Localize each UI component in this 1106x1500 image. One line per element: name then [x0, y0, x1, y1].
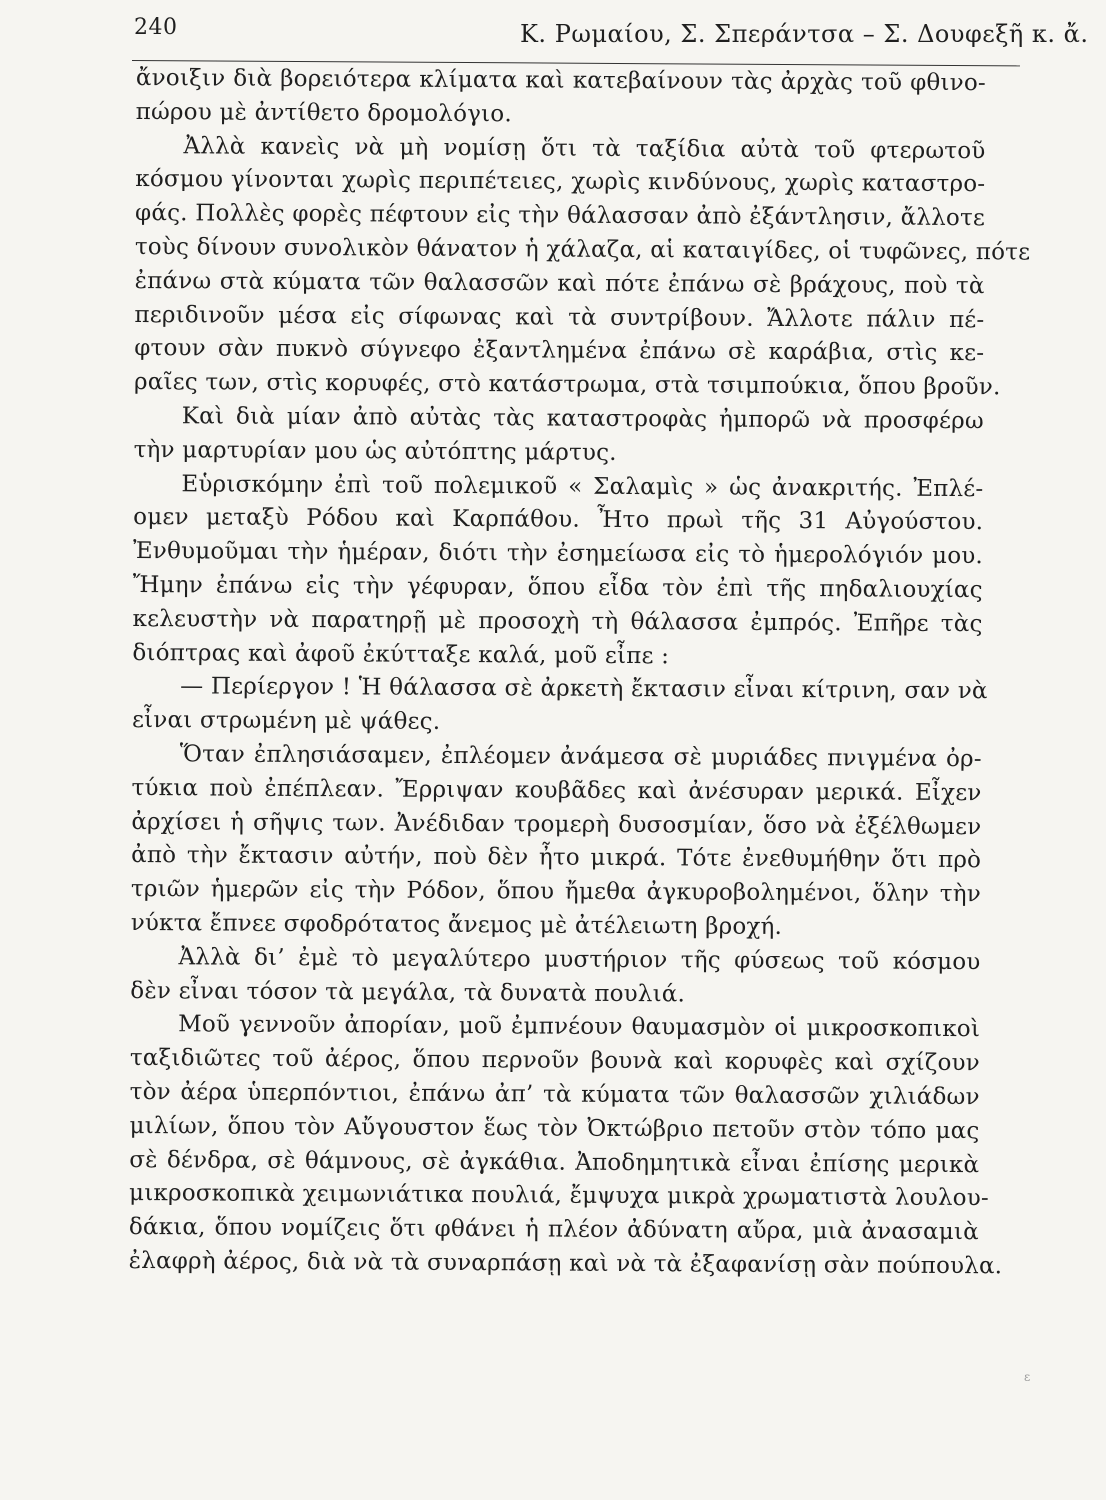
- running-head: Κ. Ρωμαίου, Σ. Σπεράντσα – Σ. Δουφεξῆ κ. ἄ.: [520, 20, 1089, 48]
- paragraph: [136, 62, 986, 135]
- paragraph: [132, 468, 983, 676]
- text-line: κελευστὴν νὰ παρατηρῇ μὲ προσοχὴ τὴ θάλασσα ἐμπρός. Ἐπῆρε τὰς: [132, 605, 983, 637]
- text-line: Καὶ διὰ μίαν ἀπὸ αὐτὰς τὰς καταστροφὰς ἠμπορῶ νὰ προσφέρω: [181, 403, 984, 435]
- text-line: Ἀλλὰ δι’ ἐμὲ τὸ μεγαλύτερο μυστήριον τῆς φύσεως τοῦ κόσμου: [178, 943, 981, 975]
- text-line: Ὅταν ἐπλησιάσαμεν, ἐπλέομεν ἀνάμεσα σὲ μυριάδες πνιγμένα ὀρ-: [179, 741, 982, 773]
- text-line: — Περίεργον ! Ἡ θάλασσα σὲ ἀρκετὴ ἔκτασιν εἶναι κίτρινη, σαν νὰ: [180, 673, 988, 705]
- text-line: περιδινοῦν μέσα εἰς σίφωνας καὶ τὰ συντρίβουν. Ἄλλοτε πάλιν πέ-: [134, 301, 985, 333]
- text-line: μιλίων, ὅπου τὸν Αὔγουστον ἕως τὸν Ὀκτώβριο πετοῦν στὸν τόπο μας: [129, 1112, 980, 1144]
- margin-mark: ɛ: [1024, 1370, 1031, 1384]
- text-line: Ἀλλὰ κανεὶς νὰ μὴ νομίσῃ ὅτι τὰ ταξίδια αὐτὰ τοῦ φτερωτοῦ: [183, 132, 986, 164]
- paragraph: [128, 1008, 1003, 1284]
- text-line: ἀπὸ τὴν ἔκτασιν αὐτήν, ποὺ δὲν ἦτο μικρά. Τότε ἐνεθυμήθην ὅτι πρὸ: [131, 842, 982, 874]
- text-line: Ἐνθυμοῦμαι τὴν ἡμέραν, διότι τὴν ἐσημείωσα εἰς τὸ ἡμερολόγιόν μου.: [132, 538, 984, 570]
- paragraph: [131, 738, 982, 946]
- body-text: [128, 62, 1031, 1284]
- text-line: ταξιδιῶτες τοῦ ἀέρος, ὅπου περνοῦν βουνὰ καὶ κορυφὲς καὶ σχίζουν: [129, 1045, 980, 1077]
- text-line: σὲ δένδρα, σὲ θάμνους, σὲ ἀγκάθια. Ἀποδημητικὰ εἶναι ἐπίσης μερικὰ: [129, 1146, 980, 1178]
- text-line: τριῶν ἡμερῶν εἰς τὴν Ρόδον, ὅπου ἤμεθα ἀγκυροβολημένοι, ὅλην τὴν: [130, 876, 982, 908]
- text-line: φάς. Πολλὲς φορὲς πέφτουν εἰς τὴν θάλασσαν ἀπὸ ἐξάντλησιν, ἄλλοτε: [134, 200, 986, 232]
- text-line: Εὑρισκόμην ἐπὶ τοῦ πολεμικοῦ « Σαλαμὶς » ὡς ἀνακριτής. Ἐπλέ-: [181, 470, 984, 502]
- text-line: δάκια, ὅπου νομίζεις ὅτι φθάνει ἡ πλέον ἀδύνατη αὔρα, μιὰ ἀνασαμιὰ: [128, 1214, 979, 1246]
- text-line: τὴν μαρτυρίαν μου ὡς αὐτόπτης μάρτυς.: [133, 436, 617, 466]
- paragraph: [130, 941, 980, 1014]
- paragraph: [134, 400, 984, 473]
- text-line: δὲν εἶναι τόσον τὰ μεγάλα, τὰ δυνατὰ πουλιά.: [130, 977, 686, 1007]
- text-line: ἄνοιξιν διὰ βορειότερα κλίματα καὶ κατεβαίνουν τὰς ἀρχὰς τοῦ φθινο-: [135, 64, 986, 97]
- text-line: εἶναι στρωμένη μὲ ψάθες.: [131, 707, 441, 736]
- text-line: τύκια ποὺ ἐπέπλεαν. Ἔρριψαν κουβᾶδες καὶ ἀνέσυραν μερικά. Εἶχεν: [131, 774, 982, 806]
- text-line: πώρου μὲ ἀντίθετο δρομολόγιο.: [135, 98, 512, 128]
- text-line: νύκτα ἔπνεε σφοδρότατος ἄνεμος μὲ ἀτέλειωτη βροχή.: [130, 909, 783, 940]
- paragraph: [133, 130, 1031, 406]
- paragraph: [131, 670, 988, 743]
- text-line: τοὺς δίνουν συνολικὸν θάνατον ἡ χάλαζα, αἱ καταιγίδες, οἱ τυφῶνες, πότε: [134, 233, 1031, 266]
- text-line: Ἤμην ἐπάνω εἰς τὴν γέφυραν, ὅπου εἶδα τὸν ἐπὶ τῆς πηδαλιουχίας: [132, 571, 983, 604]
- page-number: 240: [134, 15, 178, 40]
- text-line: Μοῦ γεννοῦν ἀπορίαν, μοῦ ἐμπνέουν θαυμασμὸν οἱ μικροσκοπικοὶ: [178, 1011, 981, 1043]
- text-line: ἀρχίσει ἡ σῆψις των. Ἀνέδιδαν τρομερὴ δυσοσμίαν, ὅσο νὰ ἐξέλθωμεν: [131, 808, 982, 840]
- text-line: φτουν σὰν πυκνὸ σύγνεφο ἐξαντλημένα ἐπάνω σὲ καράβια, στὶς κε-: [134, 335, 985, 367]
- text-line: ραῖες των, στὶς κορυφές, στὸ κατάστρωμα, στὰ τσιμπούκια, ὅπου βροῦν.: [133, 369, 1001, 401]
- text-line: ἐπάνω στὰ κύματα τῶν θαλασσῶν καὶ πότε ἐπάνω σὲ βράχους, ποὺ τὰ: [134, 267, 985, 299]
- text-line: ομεν μεταξὺ Ρόδου καὶ Καρπάθου. Ἦτο πρωὶ τῆς 31 Αὐγούστου.: [133, 504, 984, 536]
- text-line: διόπτρας καὶ ἀφοῦ ἐκύτταξε καλά, μοῦ εἶπε :: [132, 639, 670, 669]
- text-line: κόσμου γίνονται χωρὶς περιπέτειες, χωρὶς κινδύνους, χωρὶς καταστρο-: [135, 166, 986, 198]
- text-line: ἐλαφρὴ ἀέρος, διὰ νὰ τὰ συναρπάσῃ καὶ νὰ τὰ ἐξαφανίσῃ σὰν πούπουλα.: [128, 1247, 1003, 1280]
- text-line: τὸν ἀέρα ὑπερπόντιοι, ἐπάνω ἀπ’ τὰ κύματα τῶν θαλασσῶν χιλιάδων: [129, 1078, 980, 1111]
- text-line: μικροσκοπικὰ χειμωνιάτικα πουλιά, ἔμψυχα μικρὰ χρωματιστὰ λουλου-: [129, 1180, 989, 1212]
